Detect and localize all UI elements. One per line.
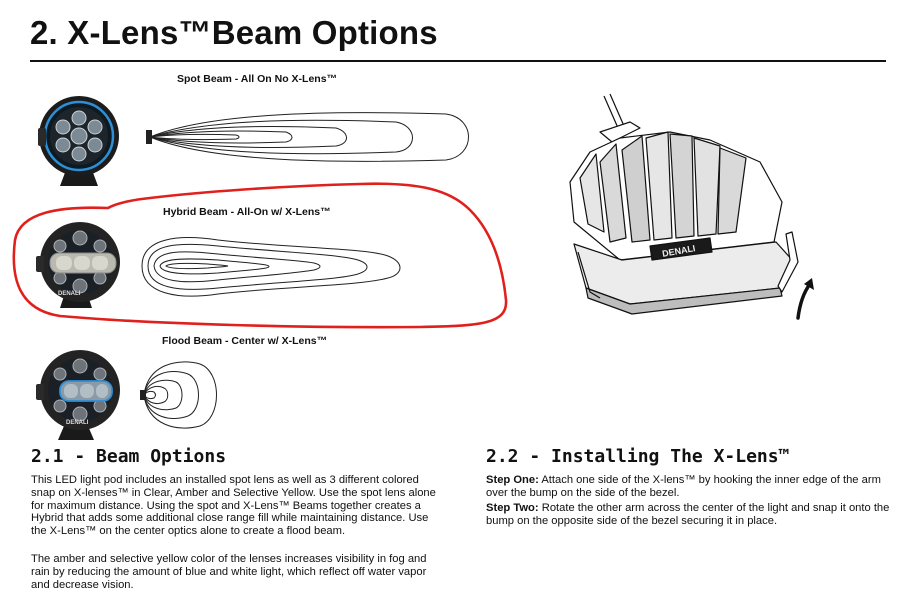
- beam-options-paragraph-2: The amber and selective yellow color of the lenses increases visibility in fog and rain by reducing the amount of blue and white light, which reflect off water vapor and decrease vision.: [31, 553, 427, 591]
- hybrid-brand-mark: DENALI: [58, 291, 81, 297]
- step-one: [486, 474, 890, 500]
- flood-brand-mark: DENALI: [66, 420, 89, 426]
- spot-beam-caption: Spot Beam - All On No X-Lens™: [177, 73, 338, 85]
- step-two-label: Step Two:: [486, 502, 539, 514]
- step-one-text: Attach one side of the X-lens™ by hooking the inner edge of the arm over the bump on the side of the bezel.: [486, 474, 881, 499]
- step-two-text: Rotate the other arm across the center of the light and snap it onto the bump on the opposite side of the bezel securing it in place.: [486, 502, 890, 527]
- installing-heading: 2.2 - Installing The X-Lens™: [486, 446, 790, 467]
- step-one-label: Step One:: [486, 474, 539, 486]
- page-title: 2. X-Lens™Beam Options: [30, 14, 438, 51]
- beam-options-heading: 2.1 - Beam Options: [31, 446, 227, 467]
- flood-beam-caption: Flood Beam - Center w/ X-Lens™: [162, 335, 328, 347]
- hybrid-beam-caption: Hybrid Beam - All-On w/ X-Lens™: [163, 206, 331, 218]
- flood-beam-pattern: [138, 354, 220, 436]
- beam-options-paragraph-1: This LED light pod includes an installed spot lens as well as 3 different colored snap on X-lenses™ in Clear, Amber and Selective Yellow. Use the spot lens alone for maximum distance. Using the spot and X-Lens™ Beams together creates a Hybrid that adds some additional close range fill while maintaining distance. Use the X-Lens™ on the center optics alone to create a flood beam.: [31, 474, 436, 538]
- xlens-install-illustration: [560, 92, 820, 332]
- step-two: [486, 502, 890, 528]
- install-brand-mark: DENALI: [661, 243, 697, 259]
